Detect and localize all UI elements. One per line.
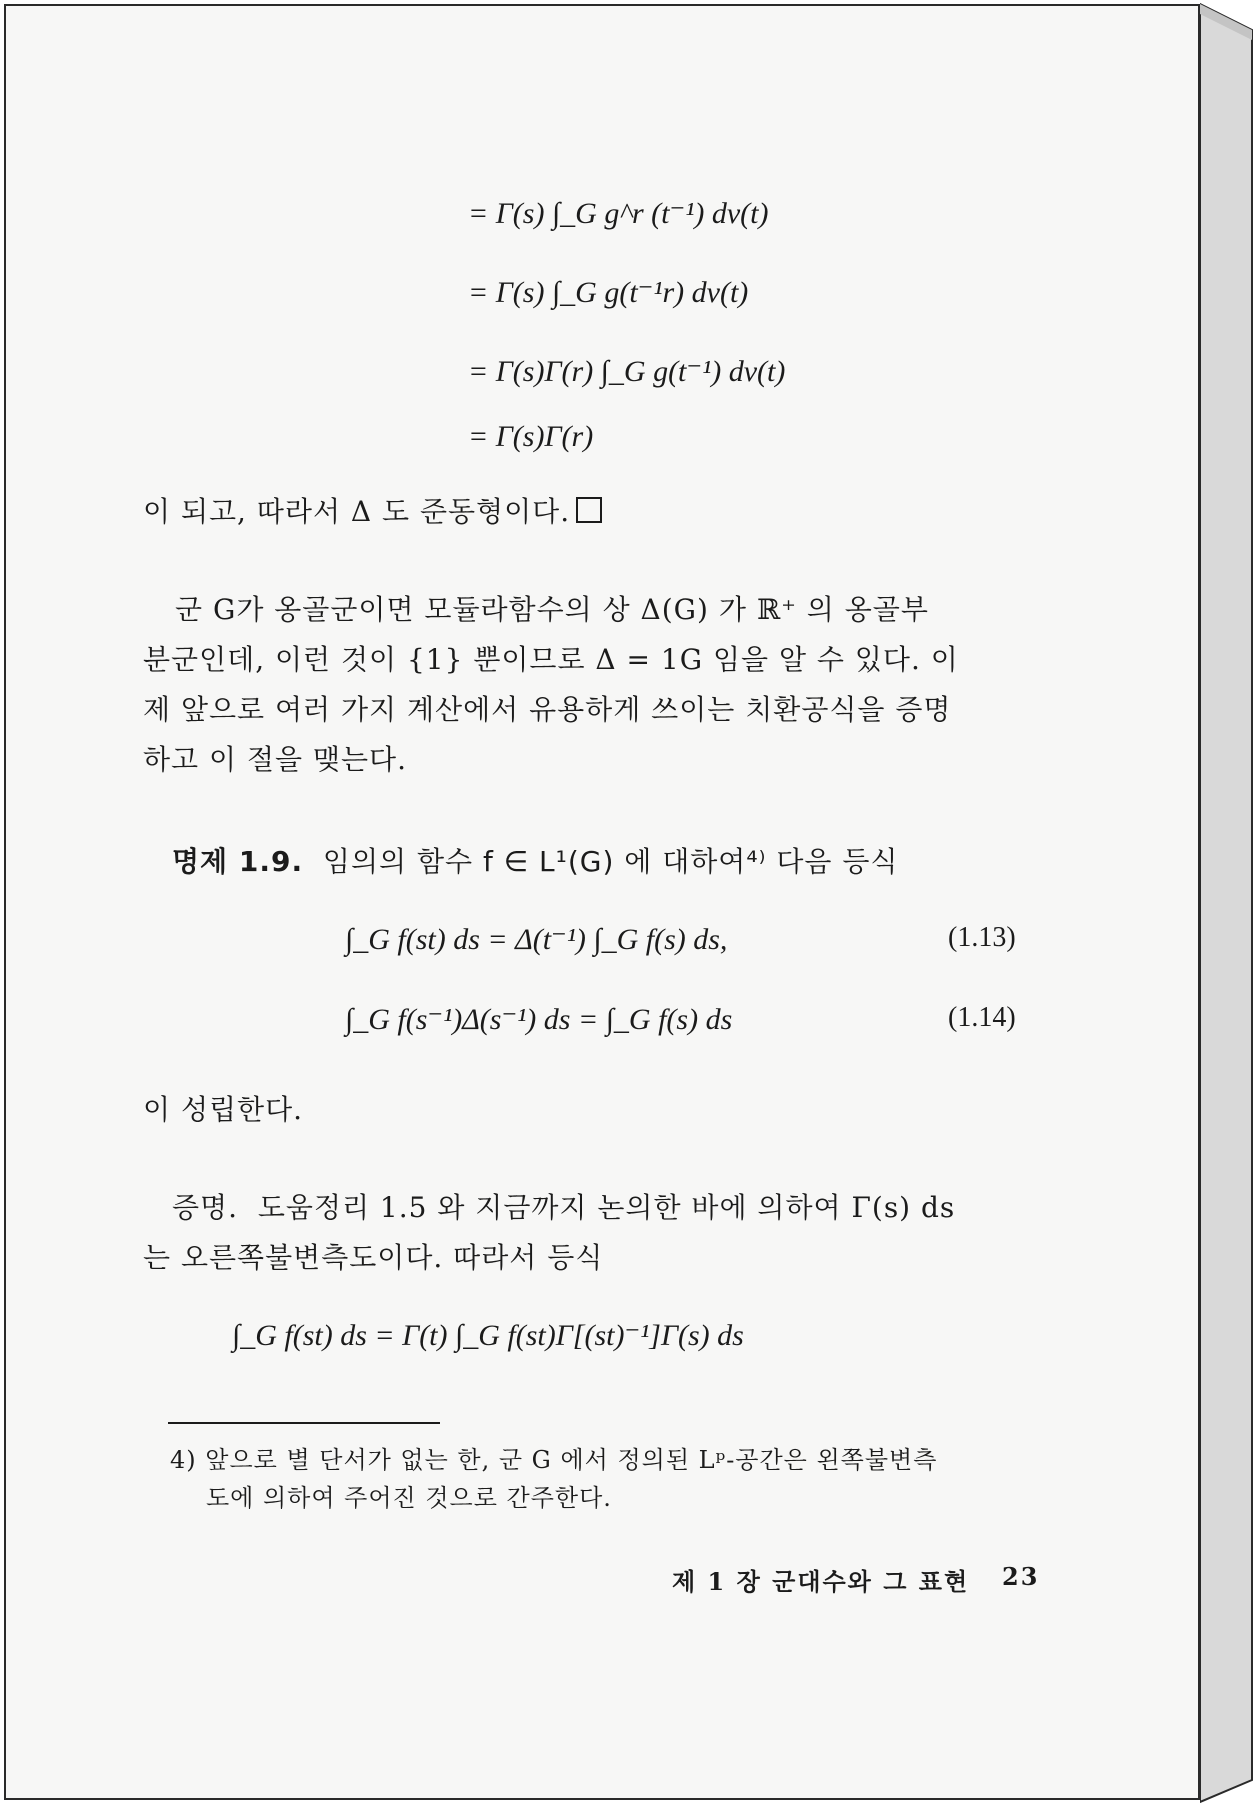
proposition-label: 명제 1.9. bbox=[172, 845, 304, 878]
footnote-line-1: 4) 앞으로 별 단서가 없는 한, 군 G 에서 정의된 Lᵖ-공간은 왼쪽불변측 bbox=[170, 1446, 938, 1474]
proof-paragraph-line-1 bbox=[172, 1186, 955, 1226]
paragraph-line-1: 군 G가 옹골군이면 모듈라함수의 상 Δ(G) 가 ℝ⁺ 의 옹골부 bbox=[175, 593, 929, 626]
holds-statement: 이 성립한다. bbox=[143, 1093, 304, 1126]
proof-equation-line-3: = Γ(s)Γ(r) ∫_G g(t⁻¹) dν(t) bbox=[468, 355, 786, 388]
proof-paragraph-line-2: 는 오른쪽불변측도이다. 따라서 등식 bbox=[143, 1241, 604, 1274]
paragraph-line-3: 제 앞으로 여러 가지 계산에서 유용하게 쓰이는 치환공식을 증명 bbox=[143, 693, 952, 726]
proposition bbox=[172, 840, 898, 880]
proof-equation-line-1: = Γ(s) ∫_G g^r (t⁻¹) dν(t) bbox=[468, 197, 769, 230]
footnote-line-2: 도에 의하여 주어진 것으로 간주한다. bbox=[206, 1484, 612, 1512]
proof-conclusion bbox=[143, 490, 602, 530]
proof-text-line-1: 도움정리 1.5 와 지금까지 논의한 바에 의하여 Γ(s) ds bbox=[257, 1191, 956, 1224]
proposition-text: 임의의 함수 f ∈ L¹(G) 에 대하여⁴⁾ 다음 등식 bbox=[322, 845, 899, 878]
book-spine bbox=[1200, 0, 1256, 1806]
paragraph-line-4: 하고 이 절을 맺는다. bbox=[143, 743, 407, 776]
equation-1-13: ∫_G f(st) ds = Δ(t⁻¹) ∫_G f(s) ds, bbox=[345, 923, 728, 956]
proof-equation-line-2: = Γ(s) ∫_G g(t⁻¹r) dν(t) bbox=[468, 276, 749, 309]
equation-substitution: ∫_G f(st) ds = Γ(t) ∫_G f(st)Γ[(st)⁻¹]Γ(s) ds bbox=[232, 1319, 744, 1352]
page-number: 23 bbox=[1002, 1562, 1040, 1591]
proof-conclusion-text: 이 되고, 따라서 Δ 도 준동형이다. bbox=[143, 495, 571, 528]
equation-number-1-13: (1.13) bbox=[948, 922, 1016, 953]
running-footer-chapter: 제 1 장 군대수와 그 표현 bbox=[672, 1567, 970, 1596]
equation-number-1-14: (1.14) bbox=[948, 1002, 1016, 1033]
footnote-rule bbox=[168, 1422, 440, 1424]
paragraph-line-2: 분군인데, 이런 것이 {1} 뿐이므로 Δ = 1G 임을 알 수 있다. 이 bbox=[143, 643, 959, 676]
book-page bbox=[4, 4, 1200, 1800]
proof-label: 증명. bbox=[172, 1191, 238, 1224]
proof-equation-line-4: = Γ(s)Γ(r) bbox=[468, 420, 594, 453]
equation-1-14: ∫_G f(s⁻¹)Δ(s⁻¹) ds = ∫_G f(s) ds bbox=[345, 1003, 733, 1036]
qed-box-icon bbox=[576, 497, 602, 523]
